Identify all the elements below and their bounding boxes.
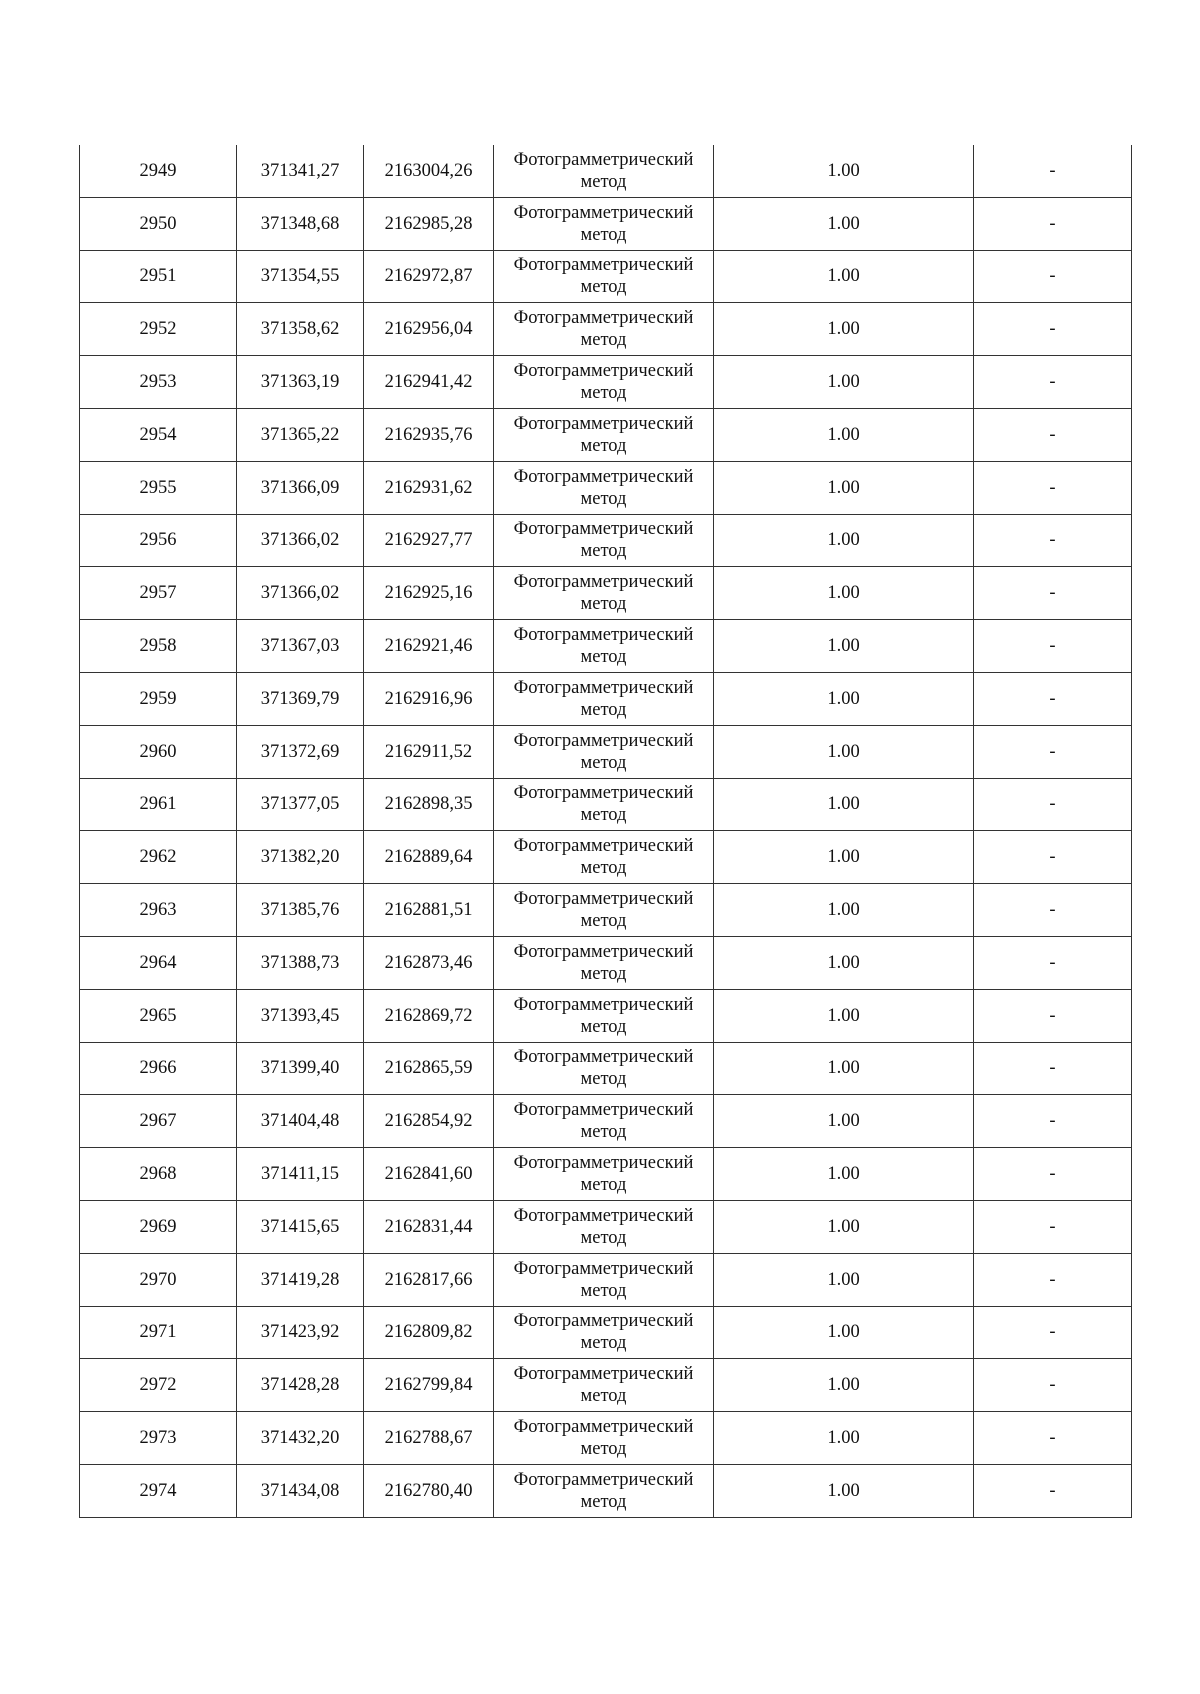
point-number-cell: 2960 <box>80 725 237 778</box>
method-text-line-2: метод <box>580 1016 627 1037</box>
note-cell: - <box>974 1200 1132 1253</box>
point-number-cell: 2972 <box>80 1359 237 1412</box>
table-row <box>80 408 1132 461</box>
note-cell: - <box>974 831 1132 884</box>
y-coordinate-cell: 2162927,77 <box>364 514 494 567</box>
point-number-cell: 2956 <box>80 514 237 567</box>
method-text-line-1: Фотограмметрический <box>513 1469 694 1490</box>
method-text-line-1: Фотограмметрический <box>513 994 694 1015</box>
table-row <box>80 1306 1132 1359</box>
table-row <box>80 567 1132 620</box>
table-row <box>80 620 1132 673</box>
accuracy-cell: 1.00 <box>714 145 974 197</box>
method-text-line-2: метод <box>580 1227 627 1248</box>
table-row <box>80 1042 1132 1095</box>
method-text-line-1: Фотограмметрический <box>513 1311 694 1332</box>
method-cell <box>494 725 714 778</box>
method-cell <box>494 197 714 250</box>
method-cell <box>494 1042 714 1095</box>
note-cell: - <box>974 514 1132 567</box>
y-coordinate-cell: 2162898,35 <box>364 778 494 831</box>
accuracy-cell: 1.00 <box>714 778 974 831</box>
method-text-line-1: Фотограмметрический <box>513 730 694 751</box>
accuracy-cell: 1.00 <box>714 620 974 673</box>
x-coordinate-cell: 371348,68 <box>237 197 364 250</box>
point-number-cell: 2949 <box>80 145 237 197</box>
method-cell <box>494 356 714 409</box>
y-coordinate-cell: 2162956,04 <box>364 303 494 356</box>
y-coordinate-cell: 2162985,28 <box>364 197 494 250</box>
accuracy-cell: 1.00 <box>714 461 974 514</box>
y-coordinate-cell: 2162873,46 <box>364 936 494 989</box>
method-text-line-1: Фотограмметрический <box>513 625 694 646</box>
accuracy-cell: 1.00 <box>714 408 974 461</box>
x-coordinate-cell: 371415,65 <box>237 1200 364 1253</box>
method-text-line-1: Фотограмметрический <box>513 1153 694 1174</box>
accuracy-cell: 1.00 <box>714 1042 974 1095</box>
method-cell <box>494 567 714 620</box>
method-cell <box>494 408 714 461</box>
point-number-cell: 2957 <box>80 567 237 620</box>
point-number-cell: 2951 <box>80 250 237 303</box>
method-cell <box>494 989 714 1042</box>
x-coordinate-cell: 371411,15 <box>237 1148 364 1201</box>
y-coordinate-cell: 2162972,87 <box>364 250 494 303</box>
y-coordinate-cell: 2162865,59 <box>364 1042 494 1095</box>
table-row <box>80 1200 1132 1253</box>
y-coordinate-cell: 2162799,84 <box>364 1359 494 1412</box>
accuracy-cell: 1.00 <box>714 1148 974 1201</box>
note-cell: - <box>974 989 1132 1042</box>
method-text-line-1: Фотограмметрический <box>513 255 694 276</box>
x-coordinate-cell: 371382,20 <box>237 831 364 884</box>
accuracy-cell: 1.00 <box>714 725 974 778</box>
accuracy-cell: 1.00 <box>714 1359 974 1412</box>
method-text-line-1: Фотограмметрический <box>513 413 694 434</box>
method-text-line-1: Фотограмметрический <box>513 836 694 857</box>
method-text-line-2: метод <box>580 594 627 615</box>
accuracy-cell: 1.00 <box>714 1095 974 1148</box>
note-cell: - <box>974 461 1132 514</box>
method-text-line-2: метод <box>580 1439 627 1460</box>
x-coordinate-cell: 371393,45 <box>237 989 364 1042</box>
table-row <box>80 1359 1132 1412</box>
method-cell <box>494 1200 714 1253</box>
x-coordinate-cell: 371404,48 <box>237 1095 364 1148</box>
y-coordinate-cell: 2162809,82 <box>364 1306 494 1359</box>
x-coordinate-cell: 371388,73 <box>237 936 364 989</box>
method-text-line-2: метод <box>580 1069 627 1090</box>
y-coordinate-cell: 2162941,42 <box>364 356 494 409</box>
note-cell: - <box>974 303 1132 356</box>
accuracy-cell: 1.00 <box>714 1253 974 1306</box>
note-cell: - <box>974 778 1132 831</box>
y-coordinate-cell: 2162925,16 <box>364 567 494 620</box>
method-cell <box>494 1464 714 1517</box>
method-cell <box>494 778 714 831</box>
table-row <box>80 778 1132 831</box>
y-coordinate-cell: 2162854,92 <box>364 1095 494 1148</box>
x-coordinate-cell: 371423,92 <box>237 1306 364 1359</box>
point-number-cell: 2963 <box>80 884 237 937</box>
y-coordinate-cell: 2163004,26 <box>364 145 494 197</box>
method-text-line-1: Фотограмметрический <box>513 1047 694 1068</box>
accuracy-cell: 1.00 <box>714 567 974 620</box>
y-coordinate-cell: 2162881,51 <box>364 884 494 937</box>
method-text-line-2: метод <box>580 277 627 298</box>
method-text-line-2: метод <box>580 224 627 245</box>
method-text-line-1: Фотограмметрический <box>513 466 694 487</box>
coordinates-table <box>79 145 1132 1518</box>
x-coordinate-cell: 371399,40 <box>237 1042 364 1095</box>
table-row <box>80 461 1132 514</box>
method-text-line-2: метод <box>580 752 627 773</box>
method-text-line-1: Фотограмметрический <box>513 519 694 540</box>
method-text-line-1: Фотограмметрический <box>513 889 694 910</box>
note-cell: - <box>974 1464 1132 1517</box>
method-text-line-2: метод <box>580 647 627 668</box>
method-cell <box>494 884 714 937</box>
accuracy-cell: 1.00 <box>714 197 974 250</box>
accuracy-cell: 1.00 <box>714 1412 974 1465</box>
note-cell: - <box>974 567 1132 620</box>
point-number-cell: 2952 <box>80 303 237 356</box>
note-cell: - <box>974 1412 1132 1465</box>
y-coordinate-cell: 2162841,60 <box>364 1148 494 1201</box>
method-text-line-2: метод <box>580 541 627 562</box>
note-cell: - <box>974 620 1132 673</box>
accuracy-cell: 1.00 <box>714 514 974 567</box>
table-row <box>80 672 1132 725</box>
method-cell <box>494 514 714 567</box>
x-coordinate-cell: 371434,08 <box>237 1464 364 1517</box>
note-cell: - <box>974 356 1132 409</box>
y-coordinate-cell: 2162931,62 <box>364 461 494 514</box>
method-text-line-2: метод <box>580 383 627 404</box>
point-number-cell: 2966 <box>80 1042 237 1095</box>
y-coordinate-cell: 2162921,46 <box>364 620 494 673</box>
point-number-cell: 2955 <box>80 461 237 514</box>
method-text-line-1: Фотограмметрический <box>513 941 694 962</box>
method-text-line-2: метод <box>580 1491 627 1512</box>
method-text-line-1: Фотограмметрический <box>513 677 694 698</box>
accuracy-cell: 1.00 <box>714 303 974 356</box>
method-text-line-2: метод <box>580 435 627 456</box>
method-text-line-1: Фотограмметрический <box>513 1258 694 1279</box>
x-coordinate-cell: 371354,55 <box>237 250 364 303</box>
accuracy-cell: 1.00 <box>714 250 974 303</box>
x-coordinate-cell: 371428,28 <box>237 1359 364 1412</box>
x-coordinate-cell: 371341,27 <box>237 145 364 197</box>
method-cell <box>494 1253 714 1306</box>
method-cell <box>494 461 714 514</box>
method-text-line-2: метод <box>580 1280 627 1301</box>
accuracy-cell: 1.00 <box>714 989 974 1042</box>
point-number-cell: 2964 <box>80 936 237 989</box>
note-cell: - <box>974 1253 1132 1306</box>
table-row <box>80 303 1132 356</box>
method-text-line-2: метод <box>580 1333 627 1354</box>
table-row <box>80 989 1132 1042</box>
method-text-line-1: Фотограмметрический <box>513 202 694 223</box>
method-text-line-1: Фотограмметрический <box>513 1205 694 1226</box>
x-coordinate-cell: 371432,20 <box>237 1412 364 1465</box>
point-number-cell: 2954 <box>80 408 237 461</box>
method-text-line-2: метод <box>580 171 627 192</box>
x-coordinate-cell: 371372,69 <box>237 725 364 778</box>
method-text-line-1: Фотограмметрический <box>513 572 694 593</box>
method-text-line-1: Фотограмметрический <box>513 783 694 804</box>
table-row <box>80 1412 1132 1465</box>
method-text-line-1: Фотограмметрический <box>513 1100 694 1121</box>
accuracy-cell: 1.00 <box>714 1200 974 1253</box>
x-coordinate-cell: 371369,79 <box>237 672 364 725</box>
x-coordinate-cell: 371366,09 <box>237 461 364 514</box>
method-text-line-1: Фотограмметрический <box>513 149 694 170</box>
y-coordinate-cell: 2162869,72 <box>364 989 494 1042</box>
point-number-cell: 2958 <box>80 620 237 673</box>
note-cell: - <box>974 1359 1132 1412</box>
method-text-line-2: метод <box>580 1386 627 1407</box>
table-row <box>80 514 1132 567</box>
note-cell: - <box>974 725 1132 778</box>
table-row <box>80 725 1132 778</box>
method-text-line-2: метод <box>580 911 627 932</box>
table-row <box>80 936 1132 989</box>
x-coordinate-cell: 371366,02 <box>237 567 364 620</box>
method-text-line-1: Фотограмметрический <box>513 308 694 329</box>
accuracy-cell: 1.00 <box>714 1306 974 1359</box>
point-number-cell: 2969 <box>80 1200 237 1253</box>
point-number-cell: 2971 <box>80 1306 237 1359</box>
table-row <box>80 356 1132 409</box>
method-cell <box>494 672 714 725</box>
method-text-line-2: метод <box>580 699 627 720</box>
point-number-cell: 2967 <box>80 1095 237 1148</box>
x-coordinate-cell: 371385,76 <box>237 884 364 937</box>
x-coordinate-cell: 371419,28 <box>237 1253 364 1306</box>
y-coordinate-cell: 2162788,67 <box>364 1412 494 1465</box>
method-cell <box>494 831 714 884</box>
method-text-line-2: метод <box>580 858 627 879</box>
x-coordinate-cell: 371365,22 <box>237 408 364 461</box>
point-number-cell: 2959 <box>80 672 237 725</box>
accuracy-cell: 1.00 <box>714 884 974 937</box>
accuracy-cell: 1.00 <box>714 672 974 725</box>
note-cell: - <box>974 250 1132 303</box>
method-text-line-2: метод <box>580 330 627 351</box>
method-text-line-1: Фотограмметрический <box>513 1417 694 1438</box>
accuracy-cell: 1.00 <box>714 1464 974 1517</box>
method-text-line-1: Фотограмметрический <box>513 1364 694 1385</box>
y-coordinate-cell: 2162817,66 <box>364 1253 494 1306</box>
note-cell: - <box>974 672 1132 725</box>
point-number-cell: 2961 <box>80 778 237 831</box>
point-number-cell: 2970 <box>80 1253 237 1306</box>
method-text-line-2: метод <box>580 1122 627 1143</box>
x-coordinate-cell: 371366,02 <box>237 514 364 567</box>
y-coordinate-cell: 2162916,96 <box>364 672 494 725</box>
note-cell: - <box>974 1306 1132 1359</box>
x-coordinate-cell: 371358,62 <box>237 303 364 356</box>
table-row <box>80 884 1132 937</box>
table-row <box>80 1464 1132 1517</box>
y-coordinate-cell: 2162831,44 <box>364 1200 494 1253</box>
method-cell <box>494 620 714 673</box>
x-coordinate-cell: 371377,05 <box>237 778 364 831</box>
note-cell: - <box>974 197 1132 250</box>
table-row <box>80 1095 1132 1148</box>
x-coordinate-cell: 371363,19 <box>237 356 364 409</box>
method-cell <box>494 145 714 197</box>
method-cell <box>494 1412 714 1465</box>
y-coordinate-cell: 2162889,64 <box>364 831 494 884</box>
point-number-cell: 2953 <box>80 356 237 409</box>
point-number-cell: 2965 <box>80 989 237 1042</box>
table-row <box>80 1253 1132 1306</box>
method-text-line-2: метод <box>580 963 627 984</box>
method-cell <box>494 1306 714 1359</box>
accuracy-cell: 1.00 <box>714 356 974 409</box>
y-coordinate-cell: 2162911,52 <box>364 725 494 778</box>
accuracy-cell: 1.00 <box>714 936 974 989</box>
point-number-cell: 2962 <box>80 831 237 884</box>
point-number-cell: 2950 <box>80 197 237 250</box>
table-row <box>80 1148 1132 1201</box>
table-row <box>80 250 1132 303</box>
note-cell: - <box>974 1042 1132 1095</box>
point-number-cell: 2968 <box>80 1148 237 1201</box>
method-cell <box>494 1095 714 1148</box>
note-cell: - <box>974 1095 1132 1148</box>
method-cell <box>494 303 714 356</box>
y-coordinate-cell: 2162935,76 <box>364 408 494 461</box>
table-row <box>80 197 1132 250</box>
note-cell: - <box>974 145 1132 197</box>
note-cell: - <box>974 408 1132 461</box>
point-number-cell: 2973 <box>80 1412 237 1465</box>
method-cell <box>494 1148 714 1201</box>
method-text-line-2: метод <box>580 1175 627 1196</box>
accuracy-cell: 1.00 <box>714 831 974 884</box>
method-text-line-1: Фотограмметрический <box>513 361 694 382</box>
point-number-cell: 2974 <box>80 1464 237 1517</box>
note-cell: - <box>974 884 1132 937</box>
note-cell: - <box>974 1148 1132 1201</box>
y-coordinate-cell: 2162780,40 <box>364 1464 494 1517</box>
table-row <box>80 831 1132 884</box>
table-row <box>80 145 1132 197</box>
x-coordinate-cell: 371367,03 <box>237 620 364 673</box>
note-cell: - <box>974 936 1132 989</box>
method-cell <box>494 250 714 303</box>
method-cell <box>494 936 714 989</box>
coordinates-table-body <box>80 145 1132 1517</box>
method-cell <box>494 1359 714 1412</box>
method-text-line-2: метод <box>580 488 627 509</box>
method-text-line-2: метод <box>580 805 627 826</box>
